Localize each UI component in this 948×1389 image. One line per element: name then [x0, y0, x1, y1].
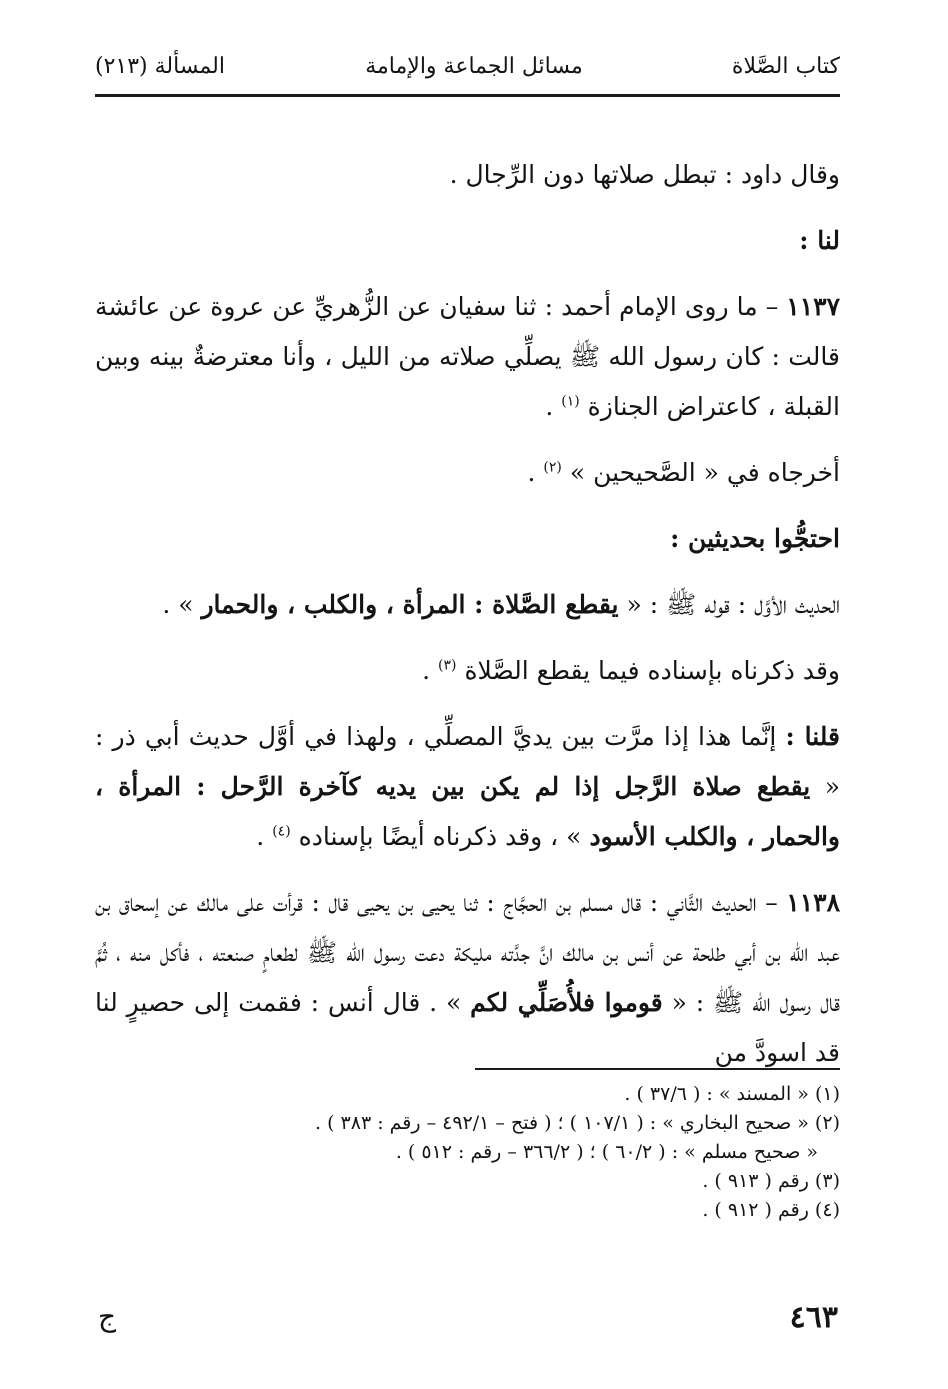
footnote-marker: (٢) — [543, 459, 562, 476]
paragraph-dhakarnahu: وقد ذكرناه بإسناده فيما يقطع الصَّلاة $^{(٣)}$ . — [422, 656, 840, 685]
running-header-book: كتاب الصَّلاة — [731, 54, 840, 79]
paragraph-ihtajju: احتجُّوا بحديثين : — [670, 524, 840, 553]
paragraph-first-hadith: الحديث الأوَّل : قوله ﷺ : « يقطع الصَّلاة : المرأة ، والكلب ، والحمار » . — [162, 590, 840, 619]
hadith-1137: ١١٣٧ – ما روى الإمام أحمد : ثنا سفيان عن الزُّهريِّ عن عروة عن عائشة قالت : كان رسول الله ﷺ يصلِّي صلاته من الليل ، وأنا معترضةٌ بينه وبين القبلة ، كاعتراض الجنازة $^{(١)}$ . — [95, 292, 840, 421]
hadith-number: ١١٣٧ — [786, 292, 840, 321]
hadith-number: ١١٣٨ — [786, 888, 840, 917]
paragraph-qulna: قلنا : إنَّما هذا إذا مرَّت بين يديَّ المصلِّي ، ولهذا في أوَّل حديث أبي ذر : « يقطع صلاة الرَّجل إذا لم يكن بين يديه كآخرة الرَّحل : المرأة ، والحمار ، والكلب الأسود » ، وقد ذكرناه أيضًا بإسناده $^{(٤)}$ . — [95, 722, 841, 851]
footnote-2-continued: « صحيح مسلم » : ( ٦٠/٢ ) ؛ ( ٣٦٦/٢ – رقم : ٥١٢ ) . — [395, 1141, 818, 1163]
header-rule — [95, 94, 840, 97]
footnote-2: (٢) « صحيح البخاري » : ( ١٠٧/١ ) ؛ ( فتح – ٤٩٢/١ – رقم : ٣٨٣ ) . — [315, 1112, 840, 1134]
hadith-1138: ١١٣٨ – الحديث الثَّاني : قال مسلم بن الحجَّاج : ثنا يحيى بن يحيى قال : قرأت على مالك عن إسحاق بن عبد الله بن أبي طلحة عن أنس بن مالك انَّ جدَّته مليكة دعت رسول الله ﷺ لطعامٍ صنعته ، فأكل منه ، ثُمَّ قال رسول الله ﷺ : « قوموا فلأُصَلِّي لكم » . قال أنس : فقمت إلى حصيرٍ لنا قد اسودَّ من — [95, 888, 840, 1067]
paragraph-lana: لنا : — [799, 226, 840, 255]
footnote-4: (٤) رقم ( ٩١٢ ) . — [702, 1199, 840, 1221]
footnote-marker: (١) — [561, 393, 580, 410]
page-number: ٤٦٣ — [789, 1300, 838, 1335]
footnote-1: (١) « المسند » : ( ٣٧/٦ ) . — [624, 1083, 840, 1105]
running-header-issue: المسألة (٢١٣) — [95, 54, 225, 79]
footnote-3: (٣) رقم ( ٩١٣ ) . — [702, 1170, 840, 1192]
signature-mark: ج — [98, 1300, 117, 1333]
paragraph-akhrajahu: أخرجاه في « الصَّحيحين » $^{(٢)}$ . — [527, 458, 840, 487]
footnote-rule — [475, 1068, 840, 1070]
paragraph-dawud: وقال داود : تبطل صلاتها دون الرِّجال . — [449, 160, 840, 189]
footnote-marker: (٣) — [438, 657, 457, 674]
footnote-marker: (٤) — [272, 823, 291, 840]
main-text — [95, 150, 840, 1078]
footnotes — [95, 1080, 840, 1225]
running-header-section: مسائل الجماعة والإمامة — [365, 54, 583, 79]
